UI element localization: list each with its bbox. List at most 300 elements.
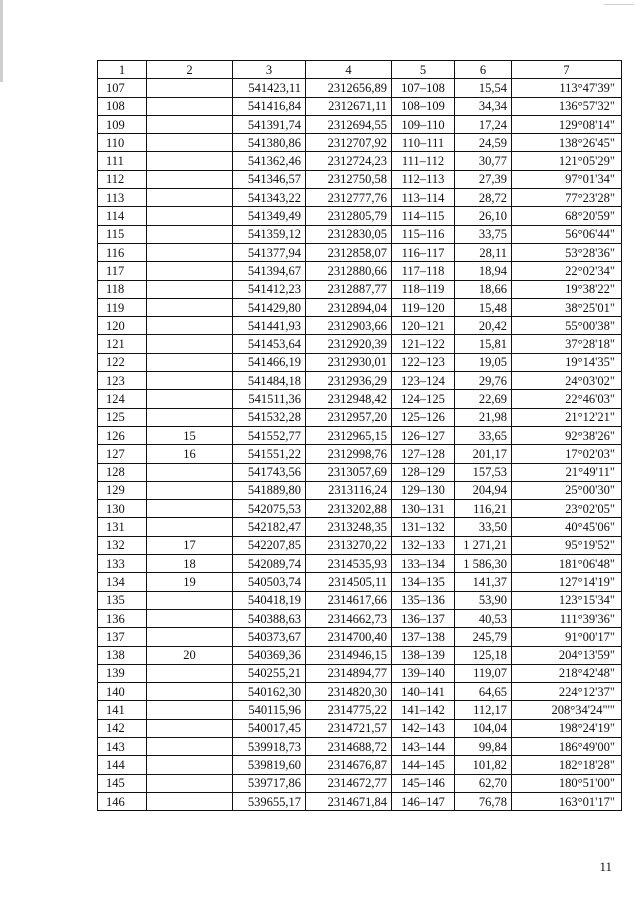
table-row bbox=[98, 756, 622, 774]
table-row bbox=[98, 701, 622, 719]
cell-bearing: 68°20'59" bbox=[512, 207, 622, 225]
cell-coordinate-x: 541429,80 bbox=[233, 298, 306, 316]
cell-coordinate-y: 2314672,77 bbox=[306, 774, 392, 792]
cell-distance: 62,70 bbox=[455, 774, 512, 792]
table-row bbox=[98, 207, 622, 225]
cell-bearing: 204°13'59" bbox=[512, 646, 622, 664]
cell-secondary-number bbox=[147, 335, 233, 353]
cell-bearing: 17°02'03" bbox=[512, 445, 622, 463]
cell-coordinate-y: 2314894,77 bbox=[306, 664, 392, 682]
cell-coordinate-y: 2313116,24 bbox=[306, 481, 392, 499]
cell-point-number: 108 bbox=[98, 97, 147, 115]
column-header: 4 bbox=[306, 61, 392, 79]
cell-distance: 99,84 bbox=[455, 737, 512, 755]
cell-bearing: 40°45'06" bbox=[512, 518, 622, 536]
table-row bbox=[98, 152, 622, 170]
cell-point-number: 119 bbox=[98, 298, 147, 316]
cell-bearing: 24°03'02" bbox=[512, 372, 622, 390]
cell-bearing: 123°15'34" bbox=[512, 591, 622, 609]
cell-secondary-number bbox=[147, 317, 233, 335]
cell-distance: 22,69 bbox=[455, 390, 512, 408]
cell-coordinate-y: 2312707,92 bbox=[306, 134, 392, 152]
cell-bearing: 91°00'17" bbox=[512, 628, 622, 646]
cell-segment: 144–145 bbox=[392, 756, 455, 774]
cell-secondary-number bbox=[147, 390, 233, 408]
cell-distance: 21,98 bbox=[455, 408, 512, 426]
cell-coordinate-x: 540373,67 bbox=[233, 628, 306, 646]
cell-distance: 76,78 bbox=[455, 792, 512, 810]
cell-point-number: 117 bbox=[98, 262, 147, 280]
cell-secondary-number bbox=[147, 628, 233, 646]
table-row bbox=[98, 481, 622, 499]
cell-segment: 145–146 bbox=[392, 774, 455, 792]
cell-point-number: 139 bbox=[98, 664, 147, 682]
cell-coordinate-x: 541484,18 bbox=[233, 372, 306, 390]
cell-point-number: 112 bbox=[98, 170, 147, 188]
cell-bearing: 113°47'39" bbox=[512, 79, 622, 97]
table-row bbox=[98, 317, 622, 335]
cell-distance: 157,53 bbox=[455, 463, 512, 481]
cell-distance: 33,50 bbox=[455, 518, 512, 536]
cell-coordinate-y: 2312671,11 bbox=[306, 97, 392, 115]
cell-segment: 121–122 bbox=[392, 335, 455, 353]
cell-coordinate-y: 2314820,30 bbox=[306, 683, 392, 701]
cell-coordinate-x: 541349,49 bbox=[233, 207, 306, 225]
table-row bbox=[98, 372, 622, 390]
cell-segment: 146–147 bbox=[392, 792, 455, 810]
cell-segment: 128–129 bbox=[392, 463, 455, 481]
cell-coordinate-y: 2314676,87 bbox=[306, 756, 392, 774]
cell-coordinate-x: 541552,77 bbox=[233, 426, 306, 444]
cell-segment: 139–140 bbox=[392, 664, 455, 682]
cell-coordinate-x: 541359,12 bbox=[233, 225, 306, 243]
cell-secondary-number bbox=[147, 756, 233, 774]
cell-bearing: 181°06'48" bbox=[512, 555, 622, 573]
cell-bearing: 56°06'44" bbox=[512, 225, 622, 243]
cell-distance: 101,82 bbox=[455, 756, 512, 774]
cell-coordinate-y: 2314688,72 bbox=[306, 737, 392, 755]
cell-distance: 245,79 bbox=[455, 628, 512, 646]
cell-coordinate-x: 541423,11 bbox=[233, 79, 306, 97]
cell-segment: 141–142 bbox=[392, 701, 455, 719]
cell-segment: 134–135 bbox=[392, 573, 455, 591]
cell-secondary-number bbox=[147, 609, 233, 627]
cell-distance: 29,76 bbox=[455, 372, 512, 390]
cell-secondary-number bbox=[147, 225, 233, 243]
column-header: 5 bbox=[392, 61, 455, 79]
cell-bearing: 22°02'34" bbox=[512, 262, 622, 280]
cell-segment: 131–132 bbox=[392, 518, 455, 536]
cell-point-number: 133 bbox=[98, 555, 147, 573]
cell-coordinate-y: 2314662,73 bbox=[306, 609, 392, 627]
cell-distance: 204,94 bbox=[455, 481, 512, 499]
cell-distance: 30,77 bbox=[455, 152, 512, 170]
cell-point-number: 110 bbox=[98, 134, 147, 152]
cell-secondary-number: 20 bbox=[147, 646, 233, 664]
column-header: 6 bbox=[455, 61, 512, 79]
column-header: 1 bbox=[98, 61, 147, 79]
cell-secondary-number bbox=[147, 262, 233, 280]
table-row bbox=[98, 719, 622, 737]
cell-bearing: 121°05'29" bbox=[512, 152, 622, 170]
cell-coordinate-y: 2312858,07 bbox=[306, 243, 392, 261]
cell-distance: 104,04 bbox=[455, 719, 512, 737]
cell-distance: 28,11 bbox=[455, 243, 512, 261]
cell-coordinate-x: 541532,28 bbox=[233, 408, 306, 426]
column-header: 3 bbox=[233, 61, 306, 79]
cell-coordinate-x: 541412,23 bbox=[233, 280, 306, 298]
cell-coordinate-y: 2312750,58 bbox=[306, 170, 392, 188]
cell-secondary-number bbox=[147, 189, 233, 207]
cell-bearing: 19°14'35" bbox=[512, 353, 622, 371]
cell-point-number: 115 bbox=[98, 225, 147, 243]
cell-secondary-number bbox=[147, 170, 233, 188]
cell-secondary-number bbox=[147, 134, 233, 152]
table-row bbox=[98, 500, 622, 518]
cell-secondary-number bbox=[147, 737, 233, 755]
cell-point-number: 121 bbox=[98, 335, 147, 353]
table-row bbox=[98, 573, 622, 591]
cell-coordinate-x: 541466,19 bbox=[233, 353, 306, 371]
table-row bbox=[98, 280, 622, 298]
cell-bearing: 129°08'14" bbox=[512, 115, 622, 133]
cell-distance: 33,65 bbox=[455, 426, 512, 444]
table-row bbox=[98, 737, 622, 755]
cell-point-number: 138 bbox=[98, 646, 147, 664]
cell-coordinate-y: 2312957,20 bbox=[306, 408, 392, 426]
table-row bbox=[98, 555, 622, 573]
cell-bearing: 19°38'22" bbox=[512, 280, 622, 298]
cell-point-number: 132 bbox=[98, 536, 147, 554]
cell-distance: 26,10 bbox=[455, 207, 512, 225]
cell-coordinate-y: 2314671,84 bbox=[306, 792, 392, 810]
cell-coordinate-y: 2314721,57 bbox=[306, 719, 392, 737]
cell-segment: 142–143 bbox=[392, 719, 455, 737]
cell-distance: 33,75 bbox=[455, 225, 512, 243]
cell-point-number: 145 bbox=[98, 774, 147, 792]
table-row bbox=[98, 262, 622, 280]
cell-coordinate-x: 541343,22 bbox=[233, 189, 306, 207]
cell-segment: 140–141 bbox=[392, 683, 455, 701]
cell-coordinate-x: 541377,94 bbox=[233, 243, 306, 261]
table-row bbox=[98, 79, 622, 97]
table-row bbox=[98, 408, 622, 426]
coordinates-table bbox=[97, 60, 622, 811]
table-body bbox=[98, 79, 622, 811]
cell-bearing: 37°28'18" bbox=[512, 335, 622, 353]
cell-secondary-number bbox=[147, 701, 233, 719]
table-row bbox=[98, 189, 622, 207]
table-row bbox=[98, 170, 622, 188]
cell-coordinate-y: 2312936,29 bbox=[306, 372, 392, 390]
cell-point-number: 126 bbox=[98, 426, 147, 444]
cell-coordinate-y: 2312948,42 bbox=[306, 390, 392, 408]
cell-point-number: 140 bbox=[98, 683, 147, 701]
cell-coordinate-x: 541394,67 bbox=[233, 262, 306, 280]
cell-distance: 119,07 bbox=[455, 664, 512, 682]
cell-point-number: 114 bbox=[98, 207, 147, 225]
cell-segment: 109–110 bbox=[392, 115, 455, 133]
cell-coordinate-x: 541511,36 bbox=[233, 390, 306, 408]
cell-secondary-number: 19 bbox=[147, 573, 233, 591]
table-row bbox=[98, 243, 622, 261]
scan-edge-mark bbox=[0, 0, 3, 82]
cell-coordinate-y: 2313270,22 bbox=[306, 536, 392, 554]
cell-coordinate-x: 539655,17 bbox=[233, 792, 306, 810]
cell-coordinate-x: 542089,74 bbox=[233, 555, 306, 573]
cell-bearing: 218°42'48" bbox=[512, 664, 622, 682]
cell-point-number: 128 bbox=[98, 463, 147, 481]
cell-point-number: 120 bbox=[98, 317, 147, 335]
cell-coordinate-y: 2312998,76 bbox=[306, 445, 392, 463]
cell-distance: 1 586,30 bbox=[455, 555, 512, 573]
cell-secondary-number bbox=[147, 97, 233, 115]
cell-bearing: 53°28'36" bbox=[512, 243, 622, 261]
cell-secondary-number bbox=[147, 792, 233, 810]
table-row bbox=[98, 335, 622, 353]
cell-point-number: 135 bbox=[98, 591, 147, 609]
cell-bearing: 224°12'37" bbox=[512, 683, 622, 701]
cell-coordinate-x: 540115,96 bbox=[233, 701, 306, 719]
cell-point-number: 129 bbox=[98, 481, 147, 499]
cell-point-number: 113 bbox=[98, 189, 147, 207]
cell-point-number: 123 bbox=[98, 372, 147, 390]
table-row bbox=[98, 536, 622, 554]
cell-point-number: 136 bbox=[98, 609, 147, 627]
cell-coordinate-y: 2313057,69 bbox=[306, 463, 392, 481]
cell-coordinate-x: 539819,60 bbox=[233, 756, 306, 774]
cell-coordinate-y: 2312724,23 bbox=[306, 152, 392, 170]
cell-secondary-number bbox=[147, 353, 233, 371]
table-row bbox=[98, 353, 622, 371]
cell-distance: 112,17 bbox=[455, 701, 512, 719]
cell-bearing: 198°24'19" bbox=[512, 719, 622, 737]
table-row bbox=[98, 683, 622, 701]
cell-coordinate-x: 541551,22 bbox=[233, 445, 306, 463]
table-row bbox=[98, 646, 622, 664]
scan-corner-mark bbox=[604, 4, 634, 5]
cell-bearing: 182°18'28" bbox=[512, 756, 622, 774]
table-row bbox=[98, 97, 622, 115]
cell-point-number: 111 bbox=[98, 152, 147, 170]
cell-distance: 40,53 bbox=[455, 609, 512, 627]
cell-point-number: 137 bbox=[98, 628, 147, 646]
cell-coordinate-y: 2314946,15 bbox=[306, 646, 392, 664]
cell-secondary-number bbox=[147, 207, 233, 225]
cell-coordinate-y: 2312887,77 bbox=[306, 280, 392, 298]
cell-secondary-number bbox=[147, 591, 233, 609]
cell-distance: 201,17 bbox=[455, 445, 512, 463]
cell-bearing: 77°23'28" bbox=[512, 189, 622, 207]
cell-distance: 116,21 bbox=[455, 500, 512, 518]
cell-segment: 118–119 bbox=[392, 280, 455, 298]
cell-coordinate-y: 2312894,04 bbox=[306, 298, 392, 316]
cell-point-number: 131 bbox=[98, 518, 147, 536]
table-row bbox=[98, 390, 622, 408]
cell-coordinate-x: 540369,36 bbox=[233, 646, 306, 664]
cell-coordinate-x: 541743,56 bbox=[233, 463, 306, 481]
cell-coordinate-y: 2312777,76 bbox=[306, 189, 392, 207]
cell-point-number: 130 bbox=[98, 500, 147, 518]
cell-bearing: 23°02'05" bbox=[512, 500, 622, 518]
cell-coordinate-x: 540162,30 bbox=[233, 683, 306, 701]
cell-segment: 143–144 bbox=[392, 737, 455, 755]
cell-coordinate-x: 541453,64 bbox=[233, 335, 306, 353]
table-row bbox=[98, 445, 622, 463]
cell-secondary-number: 15 bbox=[147, 426, 233, 444]
cell-segment: 124–125 bbox=[392, 390, 455, 408]
cell-segment: 117–118 bbox=[392, 262, 455, 280]
cell-coordinate-y: 2314617,66 bbox=[306, 591, 392, 609]
table-row bbox=[98, 134, 622, 152]
cell-coordinate-x: 541362,46 bbox=[233, 152, 306, 170]
cell-coordinate-y: 2312694,55 bbox=[306, 115, 392, 133]
cell-distance: 15,54 bbox=[455, 79, 512, 97]
cell-point-number: 122 bbox=[98, 353, 147, 371]
cell-distance: 1 271,21 bbox=[455, 536, 512, 554]
cell-segment: 130–131 bbox=[392, 500, 455, 518]
cell-distance: 15,48 bbox=[455, 298, 512, 316]
cell-segment: 126–127 bbox=[392, 426, 455, 444]
cell-secondary-number bbox=[147, 664, 233, 682]
cell-bearing: 22°46'03" bbox=[512, 390, 622, 408]
cell-segment: 138–139 bbox=[392, 646, 455, 664]
cell-secondary-number bbox=[147, 280, 233, 298]
cell-point-number: 118 bbox=[98, 280, 147, 298]
cell-point-number: 144 bbox=[98, 756, 147, 774]
cell-coordinate-x: 540017,45 bbox=[233, 719, 306, 737]
table-row bbox=[98, 225, 622, 243]
cell-coordinate-x: 542075,53 bbox=[233, 500, 306, 518]
cell-point-number: 109 bbox=[98, 115, 147, 133]
cell-coordinate-x: 541346,57 bbox=[233, 170, 306, 188]
table-row bbox=[98, 115, 622, 133]
cell-segment: 108–109 bbox=[392, 97, 455, 115]
cell-segment: 119–120 bbox=[392, 298, 455, 316]
cell-bearing: 127°14'19" bbox=[512, 573, 622, 591]
cell-coordinate-y: 2312920,39 bbox=[306, 335, 392, 353]
cell-segment: 113–114 bbox=[392, 189, 455, 207]
table-row bbox=[98, 664, 622, 682]
cell-secondary-number: 16 bbox=[147, 445, 233, 463]
cell-point-number: 127 bbox=[98, 445, 147, 463]
cell-distance: 18,66 bbox=[455, 280, 512, 298]
cell-coordinate-x: 540255,21 bbox=[233, 664, 306, 682]
cell-segment: 122–123 bbox=[392, 353, 455, 371]
cell-bearing: 38°25'01" bbox=[512, 298, 622, 316]
cell-secondary-number bbox=[147, 298, 233, 316]
cell-bearing: 208°34'24"'" bbox=[512, 701, 622, 719]
cell-bearing: 25°00'30" bbox=[512, 481, 622, 499]
cell-coordinate-y: 2312903,66 bbox=[306, 317, 392, 335]
cell-coordinate-y: 2313202,88 bbox=[306, 500, 392, 518]
cell-bearing: 138°26'45" bbox=[512, 134, 622, 152]
cell-segment: 112–113 bbox=[392, 170, 455, 188]
cell-secondary-number bbox=[147, 500, 233, 518]
cell-distance: 17,24 bbox=[455, 115, 512, 133]
cell-distance: 15,81 bbox=[455, 335, 512, 353]
cell-bearing: 21°49'11" bbox=[512, 463, 622, 481]
cell-secondary-number bbox=[147, 152, 233, 170]
cell-distance: 24,59 bbox=[455, 134, 512, 152]
cell-coordinate-x: 540418,19 bbox=[233, 591, 306, 609]
cell-bearing: 136°57'32" bbox=[512, 97, 622, 115]
cell-coordinate-x: 542207,85 bbox=[233, 536, 306, 554]
cell-distance: 20,42 bbox=[455, 317, 512, 335]
cell-secondary-number bbox=[147, 243, 233, 261]
cell-coordinate-x: 541391,74 bbox=[233, 115, 306, 133]
cell-coordinate-y: 2312656,89 bbox=[306, 79, 392, 97]
cell-coordinate-x: 541416,84 bbox=[233, 97, 306, 115]
page-number: 11 bbox=[599, 859, 612, 874]
cell-segment: 136–137 bbox=[392, 609, 455, 627]
cell-segment: 115–116 bbox=[392, 225, 455, 243]
cell-secondary-number bbox=[147, 372, 233, 390]
cell-bearing: 21°12'21" bbox=[512, 408, 622, 426]
cell-distance: 28,72 bbox=[455, 189, 512, 207]
cell-point-number: 146 bbox=[98, 792, 147, 810]
cell-secondary-number bbox=[147, 774, 233, 792]
cell-secondary-number bbox=[147, 683, 233, 701]
cell-point-number: 107 bbox=[98, 79, 147, 97]
column-header: 2 bbox=[147, 61, 233, 79]
cell-coordinate-y: 2312965,15 bbox=[306, 426, 392, 444]
cell-segment: 127–128 bbox=[392, 445, 455, 463]
cell-segment: 111–112 bbox=[392, 152, 455, 170]
table-row bbox=[98, 518, 622, 536]
cell-point-number: 125 bbox=[98, 408, 147, 426]
cell-bearing: 186°49'00" bbox=[512, 737, 622, 755]
cell-coordinate-y: 2314700,40 bbox=[306, 628, 392, 646]
cell-point-number: 134 bbox=[98, 573, 147, 591]
cell-segment: 107–108 bbox=[392, 79, 455, 97]
cell-coordinate-x: 540388,63 bbox=[233, 609, 306, 627]
cell-secondary-number: 17 bbox=[147, 536, 233, 554]
cell-coordinate-x: 539717,86 bbox=[233, 774, 306, 792]
cell-coordinate-y: 2314535,93 bbox=[306, 555, 392, 573]
cell-point-number: 142 bbox=[98, 719, 147, 737]
cell-coordinate-y: 2314505,11 bbox=[306, 573, 392, 591]
cell-distance: 125,18 bbox=[455, 646, 512, 664]
table-header-row bbox=[98, 61, 622, 79]
cell-distance: 19,05 bbox=[455, 353, 512, 371]
cell-segment: 137–138 bbox=[392, 628, 455, 646]
cell-point-number: 141 bbox=[98, 701, 147, 719]
cell-coordinate-y: 2312830,05 bbox=[306, 225, 392, 243]
cell-secondary-number bbox=[147, 463, 233, 481]
cell-secondary-number: 18 bbox=[147, 555, 233, 573]
cell-segment: 125–126 bbox=[392, 408, 455, 426]
cell-distance: 34,34 bbox=[455, 97, 512, 115]
table-row bbox=[98, 591, 622, 609]
table-row bbox=[98, 792, 622, 810]
cell-coordinate-x: 540503,74 bbox=[233, 573, 306, 591]
table-row bbox=[98, 463, 622, 481]
cell-bearing: 95°19'52" bbox=[512, 536, 622, 554]
cell-bearing: 92°38'26" bbox=[512, 426, 622, 444]
cell-distance: 53,90 bbox=[455, 591, 512, 609]
table-row bbox=[98, 774, 622, 792]
cell-coordinate-y: 2312880,66 bbox=[306, 262, 392, 280]
cell-segment: 110–111 bbox=[392, 134, 455, 152]
cell-segment: 120–121 bbox=[392, 317, 455, 335]
table-row bbox=[98, 628, 622, 646]
cell-segment: 123–124 bbox=[392, 372, 455, 390]
cell-coordinate-x: 541441,93 bbox=[233, 317, 306, 335]
cell-bearing: 97°01'34" bbox=[512, 170, 622, 188]
cell-secondary-number bbox=[147, 518, 233, 536]
cell-segment: 116–117 bbox=[392, 243, 455, 261]
